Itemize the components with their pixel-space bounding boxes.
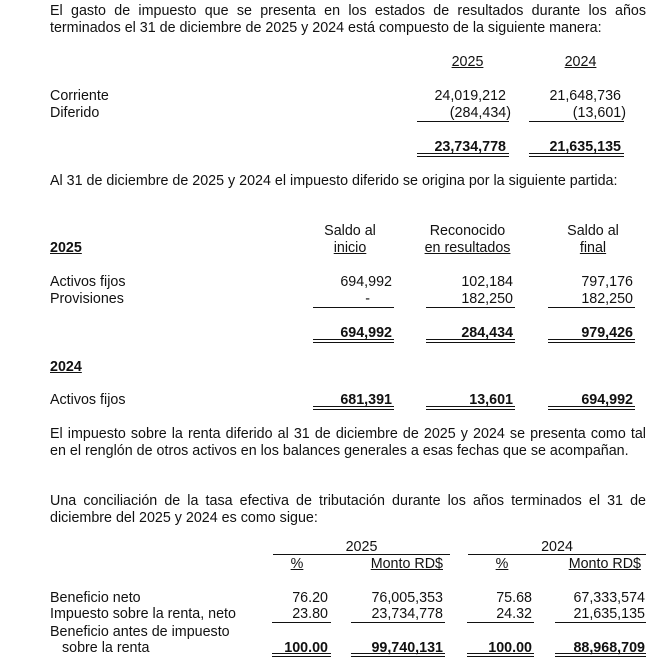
t2-subtotal-rule — [313, 307, 394, 308]
t3-row-label: sobre la renta — [62, 640, 150, 656]
t3-monto-header: Monto RD$ — [568, 556, 641, 572]
t3-cell: 67,333,574 — [573, 590, 645, 606]
t3-total: 99,740,131 — [371, 640, 443, 656]
t2-cell: 102,184 — [461, 274, 513, 290]
t1-row-label: Corriente — [50, 88, 109, 104]
t3-total: 88,968,709 — [573, 640, 645, 656]
t3-row-label: Impuesto sobre la renta, neto — [50, 606, 236, 622]
t3-pct-header: % — [290, 556, 304, 572]
t2-total: 681,391 — [340, 392, 392, 408]
t3-total-rule — [351, 653, 445, 657]
t3-row-label: Beneficio neto — [50, 590, 141, 606]
t2-cell: 182,250 — [581, 291, 633, 307]
t2-cell: 182,250 — [461, 291, 513, 307]
t1-total-rule — [417, 153, 509, 157]
t2-col3-header: final — [579, 240, 607, 256]
t2-cell: - — [365, 291, 370, 307]
t2-total-rule — [548, 406, 635, 410]
t1-subtotal-rule — [529, 121, 624, 122]
intro-paragraph: El gasto de impuesto que se presenta en los estados de resultados durante los años terminados el 31 de diciembre de 2025 y 2024 está compuesto de la siguiente manera: — [50, 3, 646, 36]
t3-cell: 76,005,353 — [371, 590, 443, 606]
t3-cell: 21,635,135 — [573, 606, 645, 622]
t3-cell: 75.68 — [496, 590, 532, 606]
t2-row-label: Activos fijos — [50, 392, 126, 408]
t3-subtotal-rule — [272, 622, 331, 623]
t1-row-label: Diferido — [50, 105, 100, 121]
t1-subtotal-rule — [417, 121, 509, 122]
t2-total-rule — [313, 406, 394, 410]
t1-header-2024: 2024 — [564, 54, 597, 70]
t2-col1-header: Saldo al — [324, 223, 376, 239]
t3-total: 100.00 — [488, 640, 532, 656]
t2-col1-header: inicio — [333, 240, 367, 256]
t3-cell: 76.20 — [292, 590, 328, 606]
t3-subtotal-rule — [467, 622, 534, 623]
t3-group-rule — [468, 554, 646, 555]
t1-total-rule — [529, 153, 624, 157]
reconciliation-paragraph: Una conciliación de la tasa efectiva de tributación durante los años terminados el 31 de diciembre del 2025 y 2024 es como sigue: — [50, 493, 646, 526]
t2-section-2025: 2025 — [50, 240, 82, 256]
t1-cell: (284,434) — [449, 105, 511, 121]
t2-cell: 797,176 — [581, 274, 633, 290]
t2-section-2024: 2024 — [50, 359, 82, 375]
t3-total: 100.00 — [284, 640, 328, 656]
t2-col3-header: Saldo al — [567, 223, 619, 239]
t1-total: 21,635,135 — [549, 139, 621, 155]
t3-subtotal-rule — [555, 622, 646, 623]
t2-cell: 694,992 — [340, 274, 392, 290]
t3-cell: 23.80 — [292, 606, 328, 622]
t3-subtotal-rule — [351, 622, 445, 623]
t3-header-2024: 2024 — [541, 539, 573, 555]
t2-col2-header: en resultados — [424, 240, 511, 256]
t2-total-rule — [313, 339, 394, 343]
t2-total-rule — [548, 339, 635, 343]
t1-cell: 24,019,212 — [434, 88, 506, 104]
t2-total-rule — [426, 406, 515, 410]
t3-total-rule — [555, 653, 646, 657]
t3-monto-header: Monto RD$ — [370, 556, 443, 572]
t2-subtotal-rule — [426, 307, 515, 308]
t2-total: 694,992 — [581, 392, 633, 408]
t2-col2-header: Reconocido — [429, 223, 506, 239]
t1-header-2025: 2025 — [451, 54, 484, 70]
deferred-tax-note-paragraph: El impuesto sobre la renta diferido al 31 de diciembre de 2025 y 2024 se presenta como tal en el renglón de otros activos en los balances generales a esas fechas que se acompañan. — [50, 426, 646, 459]
t1-total: 23,734,778 — [434, 139, 506, 155]
t3-pct-header: % — [495, 556, 509, 572]
t1-cell: (13,601) — [572, 105, 626, 121]
t2-total: 13,601 — [469, 392, 513, 408]
t2-total: 284,434 — [461, 325, 513, 341]
t2-total: 979,426 — [581, 325, 633, 341]
t2-total-rule — [426, 339, 515, 343]
t3-cell: 24.32 — [496, 606, 532, 622]
t2-row-label: Activos fijos — [50, 274, 126, 290]
t3-total-rule — [467, 653, 534, 657]
t3-total-rule — [272, 653, 331, 657]
t3-cell: 23,734,778 — [371, 606, 443, 622]
t3-header-2025: 2025 — [345, 539, 378, 555]
t1-cell: 21,648,736 — [549, 88, 621, 104]
t2-row-label: Provisiones — [50, 291, 124, 307]
deferred-tax-paragraph: Al 31 de diciembre de 2025 y 2024 el impuesto diferido se origina por la siguiente partida: — [50, 173, 618, 189]
t3-row-label: Beneficio antes de impuesto — [50, 624, 230, 640]
t2-subtotal-rule — [548, 307, 635, 308]
t3-group-rule — [273, 554, 450, 555]
t2-total: 694,992 — [340, 325, 392, 341]
